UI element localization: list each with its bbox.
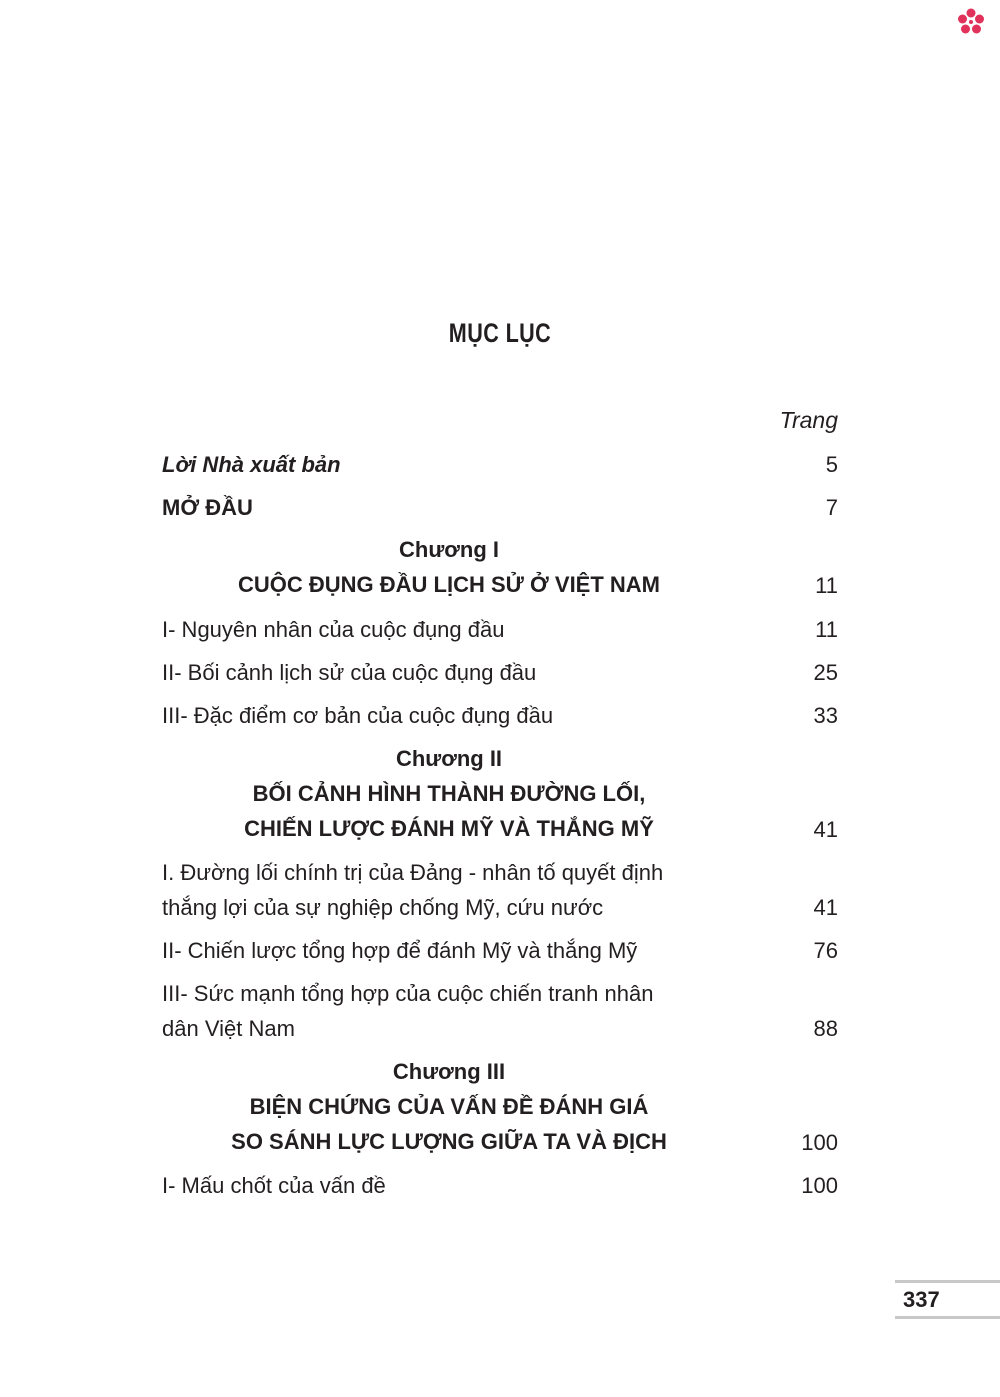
chapter-3-title-line2[interactable]: SO SÁNH LỰC LƯỢNG GIỮA TA VÀ ĐỊCH [231, 1129, 667, 1154]
chapter-2-title-line2[interactable]: CHIẾN LƯỢC ĐÁNH MỸ VÀ THẮNG MỸ [244, 816, 654, 841]
page-number: 337 [903, 1287, 940, 1312]
flower-logo-icon [957, 8, 985, 36]
footer-rule-bottom [895, 1316, 1000, 1319]
toc-entry-text: III- Đặc điểm cơ bản của cuộc đụng đầu [162, 703, 554, 728]
chapter-2-page: 41 [813, 817, 838, 842]
toc-entry-ch1-s1[interactable] [162, 612, 838, 647]
chapter-3-page: 100 [801, 1130, 838, 1155]
toc-entry-intro[interactable] [162, 490, 838, 525]
page-column-label: Trang [779, 407, 838, 433]
chapter-1-title[interactable]: CUỘC ĐỤNG ĐẦU LỊCH SỬ Ở VIỆT NAM [237, 572, 661, 597]
chapter-3-title-line1[interactable]: BIỆN CHỨNG CỦA VẤN ĐỀ ĐÁNH GIÁ [249, 1094, 649, 1119]
toc-entry-text: I- Nguyên nhân của cuộc đụng đầu [162, 617, 505, 642]
toc-entry-text-line1: I. Đường lối chính trị của Đảng - nhân tố quyết định [162, 860, 664, 885]
chapter-1-label: Chương I [399, 537, 499, 562]
toc-entry-text: I- Mấu chốt của vấn đề [162, 1173, 386, 1198]
toc-entry-text: II- Bối cảnh lịch sử của cuộc đụng đầu [162, 660, 537, 685]
footer-rule-top [895, 1280, 1000, 1283]
toc-entry-ch3-s1[interactable] [162, 1168, 838, 1203]
toc-entry-page: 41 [813, 895, 838, 920]
toc-entry-page: 33 [813, 703, 838, 728]
toc-entry-text-line2: dân Việt Nam [162, 1016, 295, 1041]
toc-entry-text: Lời Nhà xuất bản [162, 452, 341, 477]
toc-entry-page: 100 [801, 1173, 838, 1198]
toc-entry-ch1-s2[interactable] [162, 655, 838, 690]
toc-entry-publisher-note[interactable] [162, 447, 838, 482]
toc-entry-text-line1: III- Sức mạnh tổng hợp của cuộc chiến tranh nhân [162, 981, 654, 1006]
toc-entry-page: 11 [815, 617, 838, 642]
page-title: MỤC LỤC [448, 318, 552, 348]
toc-entry-text-line2: thắng lợi của sự nghiệp chống Mỹ, cứu nước [162, 895, 604, 920]
chapter-2-title-line1[interactable]: BỐI CẢNH HÌNH THÀNH ĐƯỜNG LỐI, [252, 781, 646, 806]
toc-entry-page: 5 [825, 452, 838, 477]
toc-entry-ch2-s3[interactable] [162, 976, 838, 1046]
toc-entry-page: 7 [825, 495, 838, 520]
chapter-2-label: Chương II [395, 746, 503, 771]
toc-entry-page: 25 [813, 660, 838, 685]
chapter-3-label: Chương III [392, 1059, 506, 1084]
toc-entry-ch2-s1[interactable] [162, 855, 838, 925]
toc-entry-text: II- Chiến lược tổng hợp để đánh Mỹ và thắng Mỹ [162, 938, 638, 963]
toc-entry-page: 88 [813, 1016, 838, 1041]
chapter-1-page: 11 [815, 573, 838, 598]
toc-entry-ch1-s3[interactable] [162, 698, 838, 733]
toc-entry-text: MỞ ĐẦU [162, 495, 253, 520]
toc-entry-page: 76 [813, 938, 838, 963]
toc-entry-ch2-s2[interactable] [162, 933, 838, 968]
